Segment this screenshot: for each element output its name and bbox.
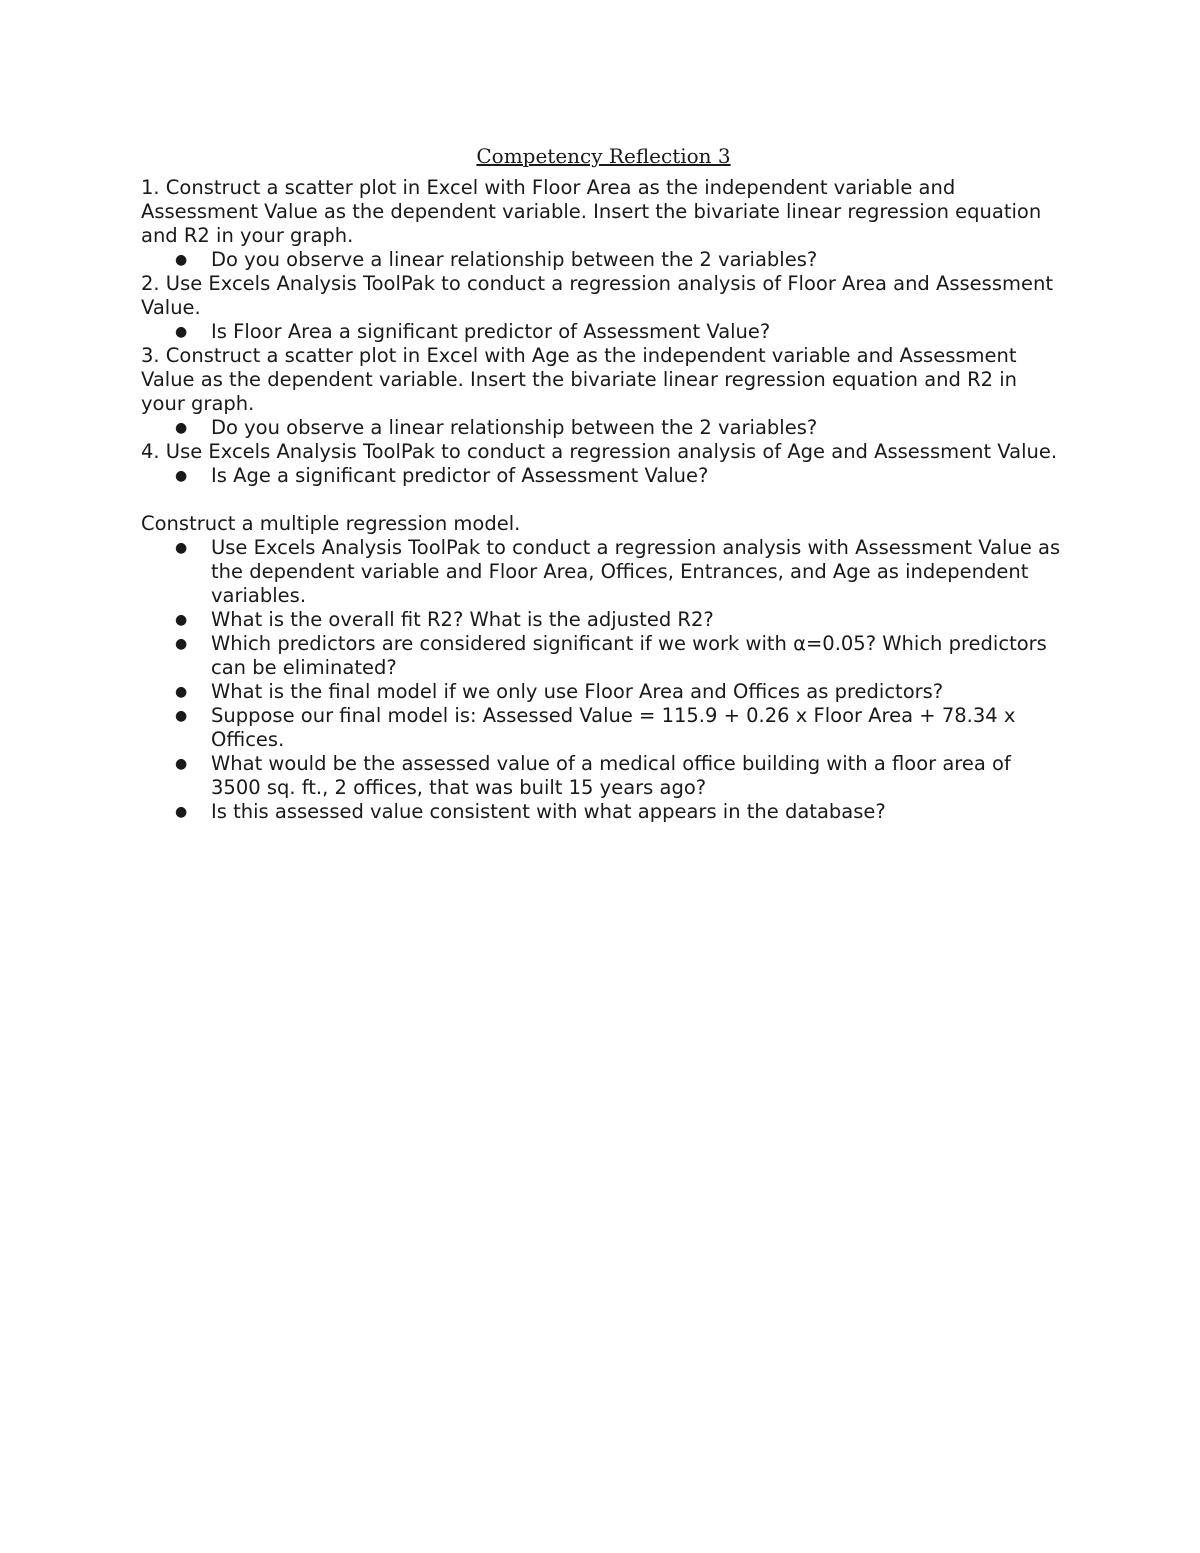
bullet-icon: ● (175, 756, 188, 772)
bullet-icon: ● (175, 540, 188, 556)
question-3-bullets (141, 416, 1066, 440)
multiple-regression-bullets (141, 536, 1066, 824)
bullet-text: Do you observe a linear relationship between the 2 variables? (211, 248, 818, 271)
bullet-icon: ● (175, 252, 188, 268)
list-item (141, 464, 1066, 488)
list-item (141, 320, 1066, 344)
bullet-text: Use Excels Analysis ToolPak to conduct a regression analysis with Assessment Value as the dependent variable and Floor Area, Offices, Entrances, and Age as independent variables. (211, 536, 1061, 607)
list-item (141, 416, 1066, 440)
list-item (141, 632, 1066, 680)
bullet-icon: ● (175, 324, 188, 340)
question-4-text: 4. Use Excels Analysis ToolPak to conduct a regression analysis of Age and Assessment Value. (141, 440, 1058, 463)
question-2-text: 2. Use Excels Analysis ToolPak to conduct a regression analysis of Floor Area and Assessment Value. (141, 272, 1053, 319)
question-1-text: 1. Construct a scatter plot in Excel with Floor Area as the independent variable and Assessment Value as the dependent variable. Insert the bivariate linear regression equation and R2 in your graph. (141, 176, 1042, 247)
bullet-icon: ● (175, 612, 188, 628)
list-item (141, 680, 1066, 704)
bullet-text: What is the final model if we only use Floor Area and Offices as predictors? (211, 680, 944, 703)
bullet-icon: ● (175, 708, 188, 724)
bullet-icon: ● (175, 804, 188, 820)
bullet-icon: ● (175, 636, 188, 652)
bullet-text: Do you observe a linear relationship between the 2 variables? (211, 416, 818, 439)
question-1-bullets (141, 248, 1066, 272)
multiple-regression-heading: Construct a multiple regression model. (141, 512, 521, 535)
list-item (141, 248, 1066, 272)
question-2-bullets (141, 320, 1066, 344)
bullet-text: Is this assessed value consistent with what appears in the database? (211, 800, 886, 823)
bullet-icon: ● (175, 468, 188, 484)
bullet-text: Suppose our final model is: Assessed Value = 115.9 + 0.26 x Floor Area + 78.34 x Offices. (211, 704, 1016, 751)
list-item (141, 608, 1066, 632)
question-4-bullets (141, 464, 1066, 488)
question-3-text: 3. Construct a scatter plot in Excel with Age as the independent variable and Assessment Value as the dependent variable. Insert the bivariate linear regression equation and R2 in your graph. (141, 344, 1018, 415)
list-item (141, 752, 1066, 800)
bullet-text: Is Floor Area a significant predictor of Assessment Value? (211, 320, 771, 343)
bullet-icon: ● (175, 420, 188, 436)
bullet-text: What would be the assessed value of a medical office building with a floor area of 3500 sq. ft., 2 offices, that was built 15 years ago? (211, 752, 1011, 799)
blank-line (141, 488, 1066, 512)
list-item (141, 536, 1066, 608)
bullet-text: What is the overall fit R2? What is the adjusted R2? (211, 608, 714, 631)
bullet-text: Is Age a significant predictor of Assessment Value? (211, 464, 709, 487)
document-title: Competency Reflection 3 (476, 144, 731, 168)
list-item (141, 800, 1066, 824)
bullet-icon: ● (175, 684, 188, 700)
document-content (141, 142, 1066, 824)
list-item (141, 704, 1066, 752)
bullet-text: Which predictors are considered significant if we work with α=0.05? Which predictors can be eliminated? (211, 632, 1047, 679)
